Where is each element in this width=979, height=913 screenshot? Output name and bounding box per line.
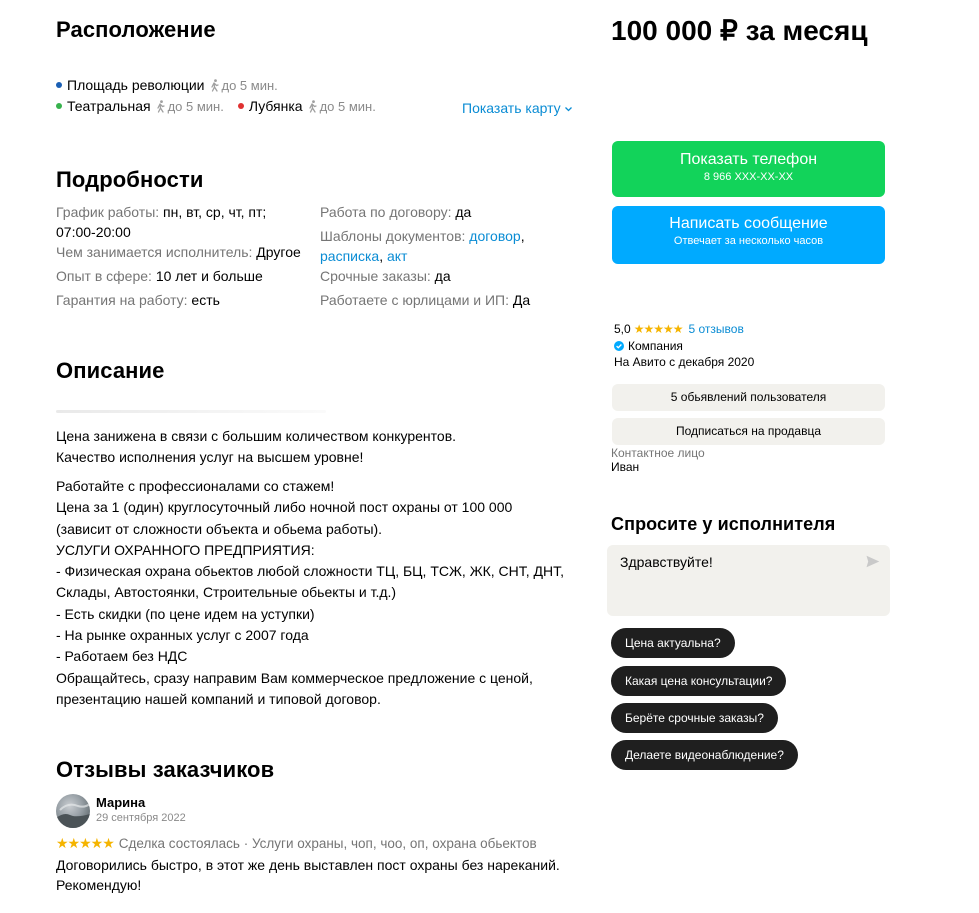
quick-question-chip[interactable]: Цена актуальна? (611, 628, 735, 658)
walk-time: до 5 мин. (155, 99, 224, 114)
detail-guarantee: Гарантия на работу: есть (56, 292, 220, 308)
review-date: 29 сентября 2022 (96, 812, 186, 824)
user-listings-button[interactable]: 5 обьявлений пользователя (612, 384, 885, 411)
ask-message-input[interactable]: Здравствуйте! (607, 545, 890, 616)
show-phone-button[interactable]: Показать телефон 8 966 XXX-XX-XX (612, 141, 885, 197)
detail-contract: Работа по договору: да (320, 204, 472, 220)
review-text: Договорились быстро, в этот же день выставлен пост охраны без нареканий. Рекомендую! (56, 857, 560, 893)
quick-question-chip[interactable]: Какая цена консультации? (611, 666, 786, 696)
detail-experience: Опыт в сфере: 10 лет и больше (56, 268, 263, 284)
metro-line-dot (56, 82, 62, 88)
detail-schedule: График работы: пн, вт, ср, чт, пт; 07:00-20:00 (56, 204, 267, 240)
template-contract-link[interactable]: договор (469, 228, 521, 244)
walking-icon (307, 100, 318, 113)
description-paragraph-1: Цена занижена в связи с большим количеством конкурентов. Качество исполнения услуг на высшем уровне! (56, 428, 457, 466)
show-map-link[interactable]: Показать карту (462, 100, 573, 116)
quick-question-chip[interactable]: Берёте срочные заказы? (611, 703, 778, 733)
metro-station-row-1 (56, 77, 278, 93)
rating-stars: ★★★★★ (633, 322, 683, 336)
detail-legal: Работаете с юрлицами и ИП: Да (320, 292, 531, 308)
phone-preview: 8 966 XXX-XX-XX (703, 171, 794, 183)
detail-urgent: Срочные заказы: да (320, 268, 451, 284)
reviewer-avatar[interactable] (56, 794, 90, 828)
faded-text-placeholder (56, 410, 326, 413)
description-paragraph-2: Работайте с профессионалами со стажем! Цена за 1 (один) круглосуточный либо ночной пост охраны от 100 000 (зависит от сложности объекта и обьема работы). УСЛУГИ ОХРАННОГО ПРЕДПРИЯТИЯ: - Физическая охрана обьектов любой сложности ТЦ, БЦ, ТСЖ, ЖК, СНТ, ДНТ, Склады, Автостоянки, Строительные обьекты и т.д.) - Есть скидки (по цене идем на уступки) - На рынке охранных услуг с 2007 года - Работаем без НДС Обращайтесь, сразу направим Вам коммерческое предложение с ценой, презентацию нашей компаний и типовой договор. (56, 478, 565, 707)
location-title: Расположение (56, 17, 216, 42)
seller-since: На Авито с декабря 2020 (614, 355, 755, 369)
review-meta (56, 835, 537, 852)
verified-check-icon (614, 341, 624, 351)
metro-station-name: Площадь революции (67, 77, 205, 93)
walking-icon (155, 100, 166, 113)
metro-station-name: Лубянка (248, 98, 303, 114)
reviewer-name[interactable]: Марина (96, 795, 146, 810)
metro-station-row-2 (56, 98, 376, 114)
walk-time: до 5 мин. (307, 99, 376, 114)
ask-title: Спросите у исполнителя (611, 514, 836, 534)
seller-reviews-link[interactable]: 5 отзывов (688, 322, 744, 336)
detail-templates: Шаблоны документов: договор, расписка, акт (320, 228, 525, 264)
metro-line-dot (238, 103, 244, 109)
price: 100 000 ₽ за месяц (611, 15, 868, 46)
template-receipt-link[interactable]: расписка (320, 248, 380, 264)
response-time: Отвечает за несколько часов (673, 235, 824, 247)
contact-person-label: Контактное лицо (611, 446, 705, 460)
seller-type: Компания (614, 339, 683, 353)
chevron-down-icon (564, 106, 573, 112)
review-deal-info: Сделка состоялась · Услуги охраны, чоп, чоо, оп, охрана обьектов (118, 836, 537, 851)
description-title: Описание (56, 358, 165, 383)
subscribe-seller-button[interactable]: Подписаться на продавца (612, 418, 885, 445)
rating-value: 5,0 (614, 322, 631, 336)
seller-rating (614, 322, 744, 336)
send-icon (866, 555, 880, 568)
quick-question-chip[interactable]: Делаете видеонаблюдение? (611, 740, 798, 770)
metro-line-dot (56, 103, 62, 109)
walk-time: до 5 мин. (209, 78, 278, 93)
reviews-title: Отзывы заказчиков (56, 757, 275, 782)
review-stars: ★★★★★ (56, 835, 114, 851)
details-title: Подробности (56, 167, 204, 192)
metro-station-name: Театральная (67, 98, 151, 114)
template-act-link[interactable]: акт (386, 248, 408, 264)
contact-person-name: Иван (611, 460, 640, 474)
detail-occupation: Чем занимается исполнитель: Другое (56, 244, 301, 260)
walking-icon (209, 79, 220, 92)
write-message-button[interactable]: Написать сообщение Отвечает за несколько часов (612, 206, 885, 264)
